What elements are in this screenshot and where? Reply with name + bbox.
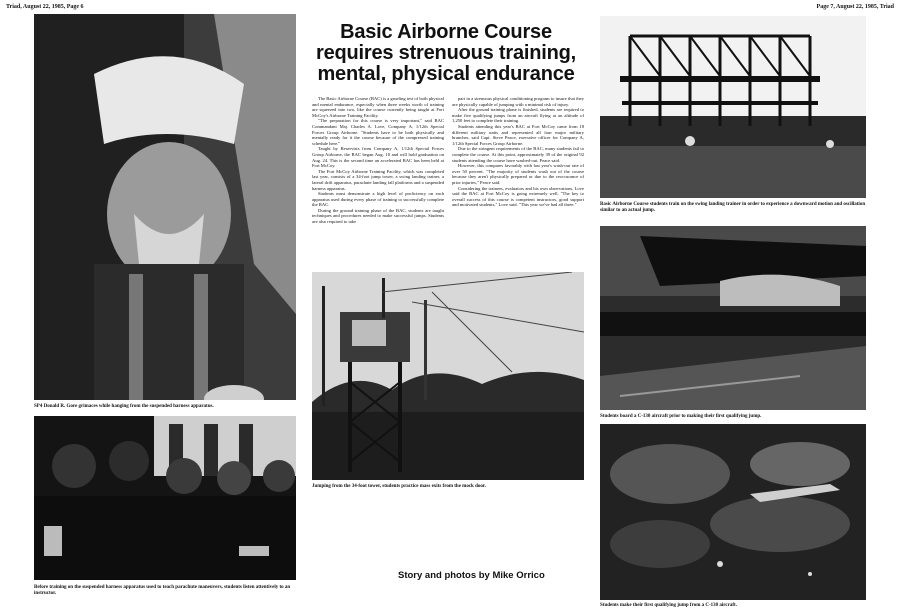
article-paragraph: Due to the stringent requirements of the BAC, many students fail to complete the course. At this point, approximately 39 of the original 92 students attending the course have washed-out, Peace said. [452,146,584,163]
caption-before-training: Before training on the suspended harness apparatus used to teach parachute maneuvers, students listen attentively to an instructor. [34,585,291,596]
article-column-1 [312,96,444,225]
headline: Basic Airborne Course requires strenuous training, mental, physical endurance [315,21,576,85]
article-paragraph: However, this compares favorably with last year's wash-out rate of over 50 percent. "The majority of students wash out of the course because they aren't physically prepared or due to the reoccurance of prior injuries," Peace said. [452,163,584,185]
article-paragraph: Considering the trainees, evaluators and his own observations, Love said the BAC at Fort McCoy is going extremely well. "The key to overall success of this course is competent instructors, good support and motivated students," Love said. "This year we've had all three." [452,185,584,208]
article-paragraph: "The preparation for this course is very important," said BAC Commandant Maj. Charles A. Love, Company A, 1/12th Special Forces Group Airborne. "Students have to be both physically and mentally ready for it the course because of the compressed training schedule here." [312,118,444,146]
article-paragraph: Students attending this year's BAC at Fort McCoy came from 18 different military units and represented all four major military branches, said Capt. Steve Peace, executive officer for Company A, 1/12th Special Forces Group Airborne. [452,123,584,146]
article-paragraph: part in a strenuous physical conditioning program to insure that they are physically capable of jumping with a minimal risk of injury. [452,96,584,107]
article-paragraph: Taught by Reservists from Company A, 1/12th Special Forces Group Airborne, the BAC began Aug. 10 and will hold graduation on Aug. 24. This is the second time an accelerated BAC has been held at Fort McCoy. [312,146,444,169]
article-paragraph: The Basic Airborne Course (BAC) is a grueling test of both physical and mental endurance, especially when three weeks worth of training are squeezed into two, like the course currently being taught at Fort McCoy's Airborne Training Facility. [312,96,444,118]
caption-tower: Jumping from the 34-foot tower, students practice mass exits from the mock door. [312,484,486,489]
photo-jump-tower [312,272,584,480]
left-page-folio: Triad, August 22, 1985, Page 6 [6,4,84,10]
photo-swing-trainer [600,16,866,198]
photo-first-jump [600,424,866,600]
photo-gore-harness [34,14,296,400]
caption-gore: SP4 Donald R. Gore grimaces while hanging from the suspended harness apparatus. [34,404,214,409]
byline: Story and photos by Mike Orrico [398,570,545,581]
caption-first-jump: Students make their first qualifying jump from a C-130 aircraft. [600,603,737,608]
article-column-2 [452,96,584,208]
right-page-folio: Page 7, August 22, 1985, Triad [816,4,894,10]
photo-board-aircraft [600,226,866,410]
article-paragraph: During the ground training phase of the BAC, students are taught techniques and procedures needed to make successful jumps. Students are also required to take [312,207,444,225]
article-paragraph: The Fort McCoy Airborne Training Facility, which was completed last year, consists of a 34-foot jump tower, a swing landing trainer, a lateral drift apparatus, parachute landing fall platforms and a suspended harness apparatus. [312,168,444,191]
caption-swing: Basic Airborne Course students train on the swing landing trainer in order to experience a downward motion and oscillation similar to an actual jump. [600,202,866,213]
article-paragraph: After the ground training phase is finished, students are required to make five qualifying jumps from an aircraft flying at an altitude of 1,250 feet to complete their training. [452,107,584,124]
photo-students-listen [34,416,296,580]
caption-board: Students board a C-130 aircraft prior to making their first qualifying jump. [600,414,762,419]
article-paragraph: Students must demonstrate a high level of proficiency on each apparatus used during every phase of training to successfully complete the BAC. [312,191,444,208]
